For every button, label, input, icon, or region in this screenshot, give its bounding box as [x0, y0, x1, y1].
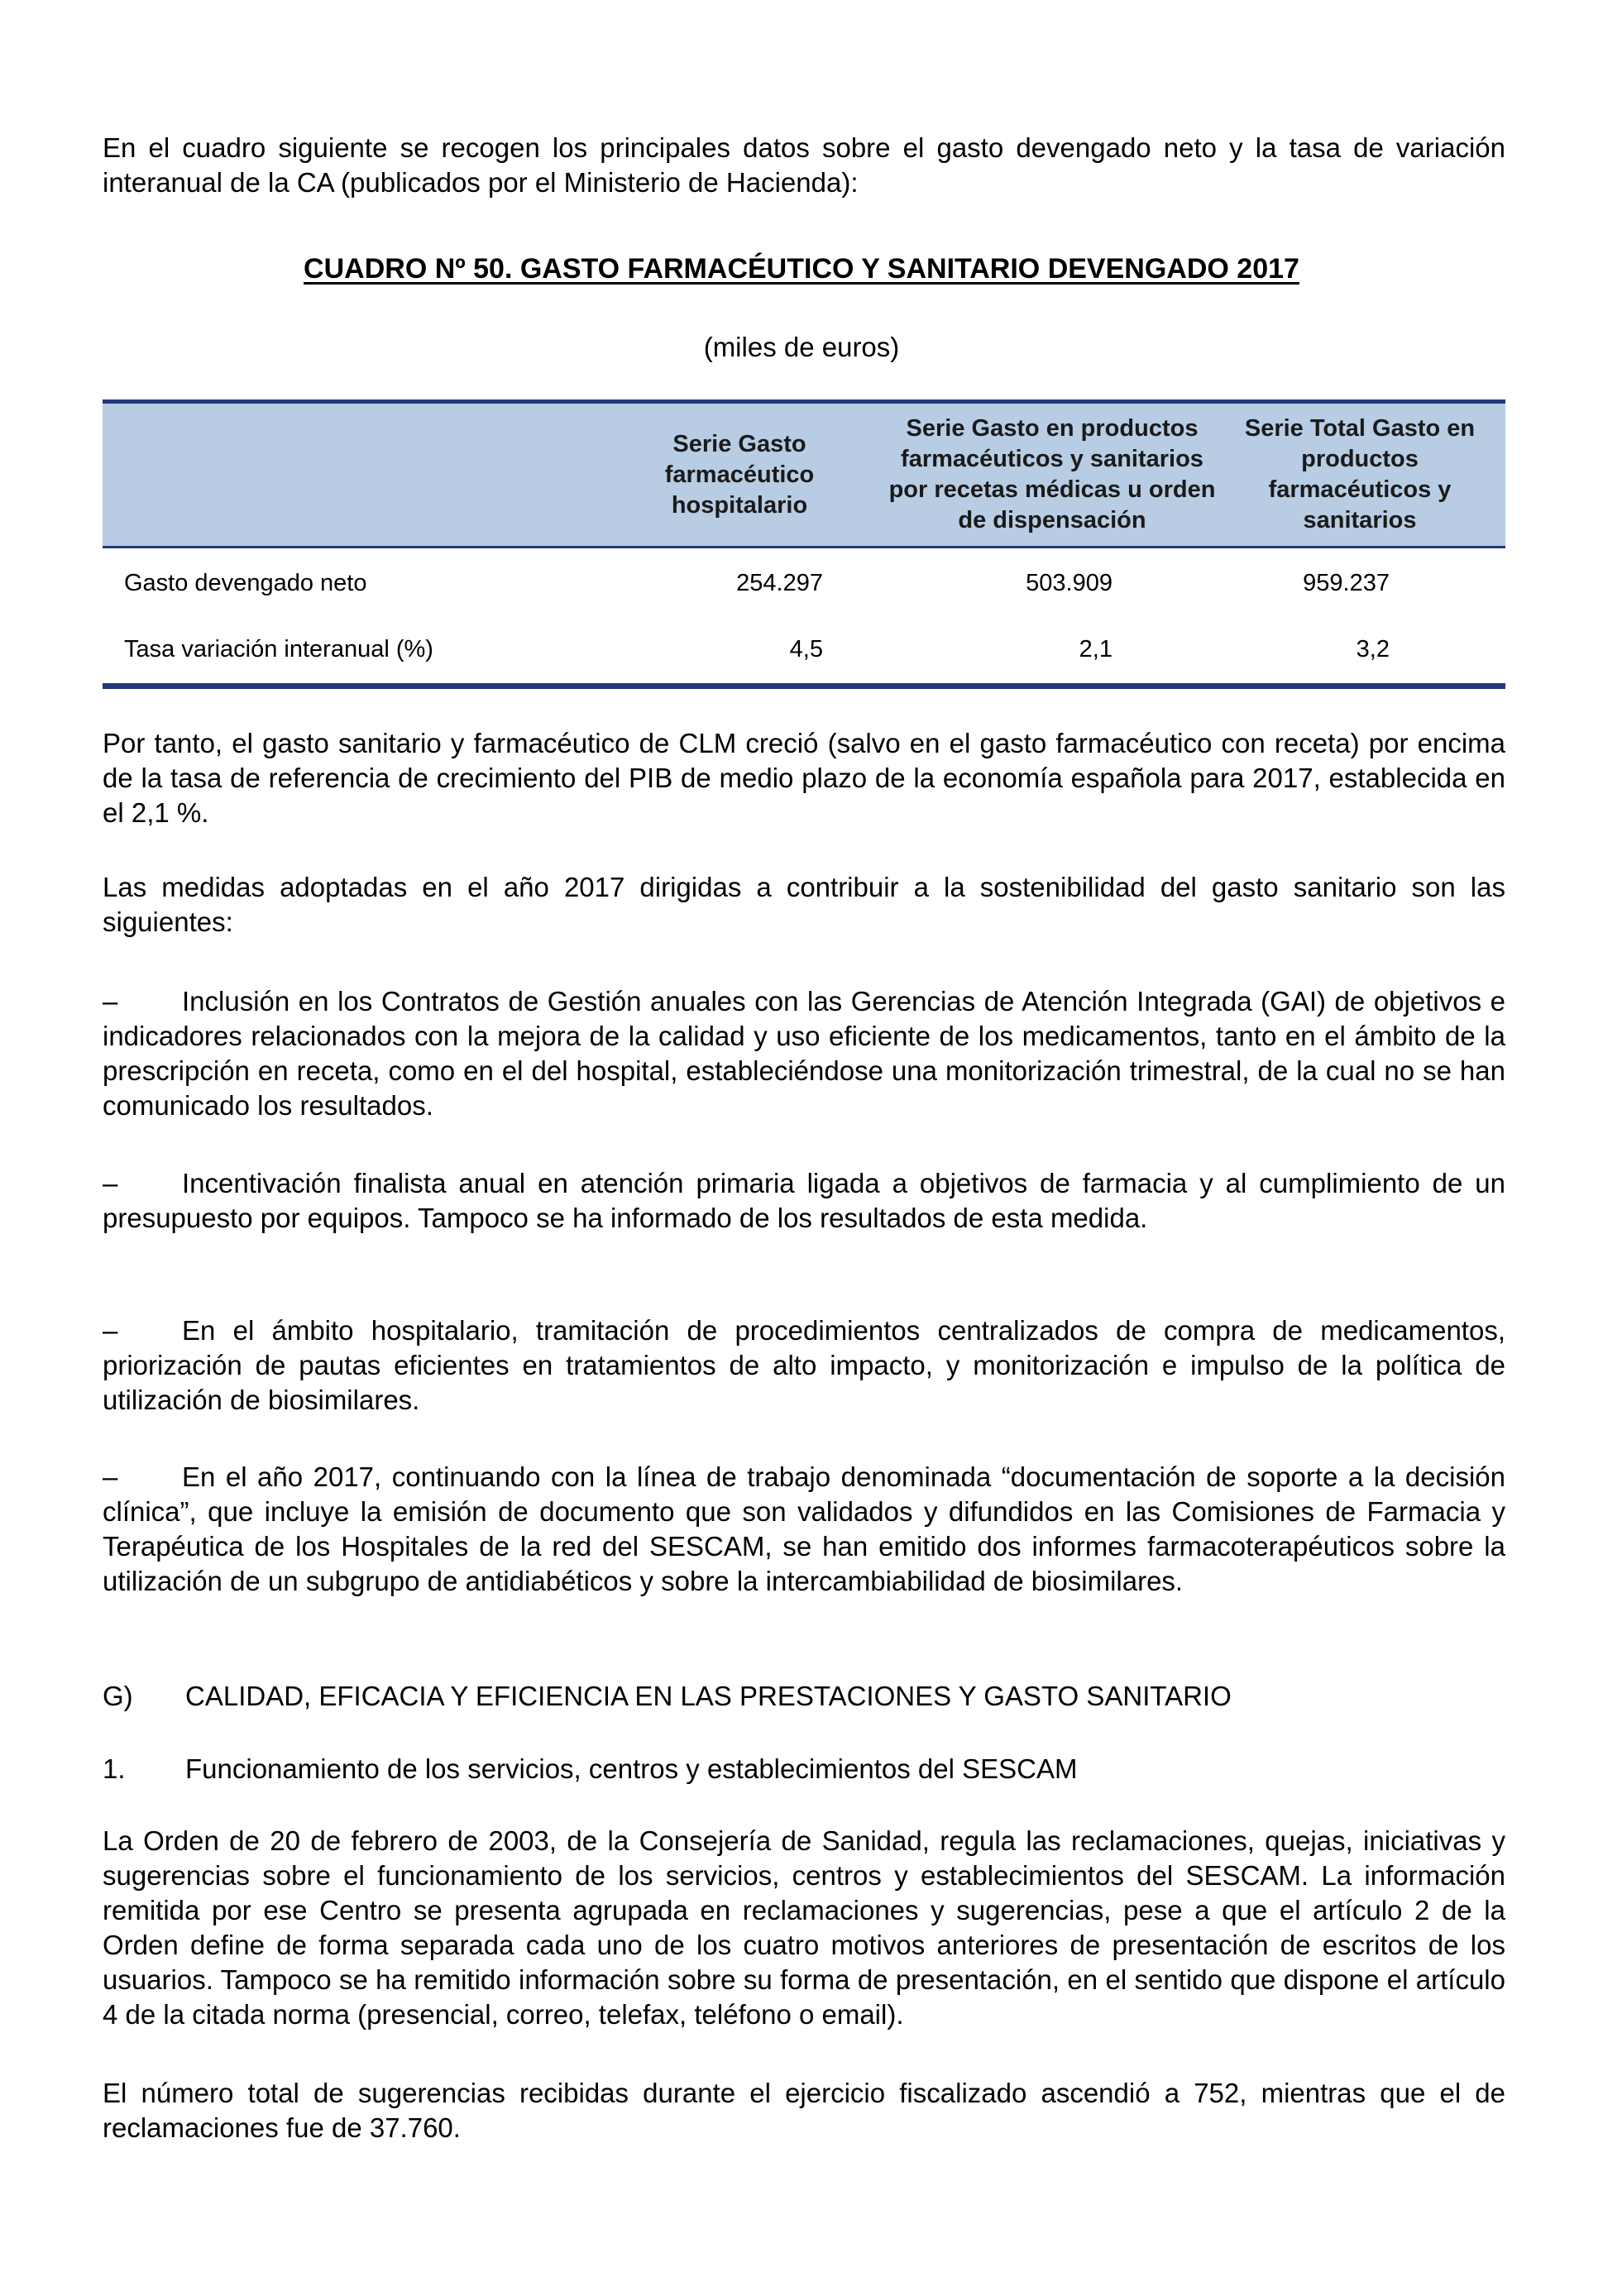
order-paragraph: La Orden de 20 de febrero de 2003, de la Consejería de Sanidad, regula las reclamaciones, quejas, iniciativas y sugerencias sobre el funcionamiento de los servicios, centros y establecimientos del SESCAM. La información remitida por ese Centro se presenta agrupada en reclamaciones y sugerencias, pese a que el artículo 2 de la Orden define de forma separada cada uno de los cuatro motivos anteriores de presentación de escritos de los usuarios. Tampoco se ha remitido información sobre su forma de presentación, en el sentido que dispone el artículo 4 de la citada norma (presencial, correo, telefax, teléfono o email). — [103, 1825, 1505, 2030]
table-units: (miles de euros) — [703, 332, 900, 362]
cell-value: 3,2 — [1356, 636, 1390, 662]
table-title — [0, 251, 1603, 287]
header-hospital-pharma: Serie Gasto farmacéutico hospitalario — [664, 430, 815, 519]
bullet-item — [103, 1166, 1505, 1236]
header-total-pharma: Serie Total Gasto en productos farmacéuticos y sanitarios — [1244, 415, 1476, 533]
table-header-rule — [103, 546, 1505, 548]
row-label: Gasto devengado neto — [124, 570, 367, 596]
subsection-number: 1. — [103, 1753, 126, 1784]
cell-value: 4,5 — [789, 636, 823, 662]
section-heading-g — [103, 1679, 1232, 1714]
conclusion-paragraph: Por tanto, el gasto sanitario y farmacéutico de CLM creció (salvo en el gasto farmacéutico con receta) por encima de la tasa de referencia de crecimiento del PIB de medio plazo de la economía española para 2017, establecida en el 2,1 %. — [103, 728, 1505, 828]
bullet-text: Incentivación finalista anual en atención primaria ligada a objetivos de farmacia y al cumplimiento de un presupuesto por equipos. Tampoco se ha informado de los resultados de esta medida. — [103, 1168, 1505, 1233]
section-title: CALIDAD, EFICACIA Y EFICIENCIA EN LAS PRESTACIONES Y GASTO SANITARIO — [185, 1681, 1232, 1711]
cell-value: 2,1 — [1079, 636, 1113, 662]
cell-value: 503.909 — [1026, 570, 1113, 596]
bullet-dash: – — [103, 1315, 118, 1346]
bullet-text: En el ámbito hospitalario, tramitación de procedimientos centralizados de compra de medicamentos, priorización de pautas eficientes en tratamientos de alto impacto, y monitorización e impulso de la política de utilización de biosimilares. — [103, 1315, 1505, 1415]
bullet-item — [103, 1460, 1505, 1599]
section-number: G) — [103, 1681, 133, 1711]
bullet-dash: – — [103, 986, 118, 1016]
subsection-title: Funcionamiento de los servicios, centros y establecimientos del SESCAM — [185, 1753, 1078, 1784]
bullet-dash: – — [103, 1461, 118, 1492]
row-label: Tasa variación interanual (%) — [124, 636, 433, 662]
cell-value: 254.297 — [736, 570, 823, 596]
table-title-text: CUADRO Nº 50. GASTO FARMACÉUTICO Y SANITARIO DEVENGADO 2017 — [304, 253, 1299, 285]
bullet-text: Inclusión en los Contratos de Gestión anuales con las Gerencias de Atención Integrada (GAI) de objetivos e indicadores relacionados con la mejora de la calidad y uso eficiente de los medicamentos, tanto en el ámbito de la prescripción en receta, como en el del hospital, estableciéndose una monitorización trimestral, de la cual no se han comunicado los resultados. — [103, 986, 1505, 1121]
bullet-item — [103, 1313, 1505, 1418]
cell-value: 959.237 — [1303, 570, 1390, 596]
bullet-text: En el año 2017, continuando con la línea de trabajo denominada “documentación de soporte a la decisión clínica”, que incluye la emisión de documento que son validados y difundidos en las Comisiones de Farmacia y Terapéutica de los Hospitales de la red del SESCAM, se han emitido dos informes farmacoterapéuticos sobre la utilización de un subgrupo de antidiabéticos y sobre la intercambiabilidad de biosimilares. — [103, 1461, 1505, 1596]
header-prescription-pharma: Serie Gasto en productos farmacéuticos y sanitarios por recetas médicas u orden de dispensación — [888, 415, 1216, 533]
bullet-item — [103, 984, 1505, 1123]
bullet-dash: – — [103, 1168, 118, 1198]
table-bottom-rule — [103, 683, 1505, 689]
totals-paragraph: El número total de sugerencias recibidas durante el ejercicio fiscalizado ascendió a 752, mientras que el de reclamaciones fue de 37.760. — [103, 2078, 1505, 2143]
intro-paragraph: En el cuadro siguiente se recogen los principales datos sobre el gasto devengado neto y la tasa de variación interanual de la CA (publicados por el Ministerio de Hacienda): — [103, 132, 1505, 198]
subsection-heading-1 — [103, 1752, 1077, 1787]
expense-table — [103, 399, 1505, 691]
measures-intro-paragraph: Las medidas adoptadas en el año 2017 dirigidas a contribuir a la sostenibilidad del gasto sanitario son las siguientes: — [103, 872, 1505, 937]
